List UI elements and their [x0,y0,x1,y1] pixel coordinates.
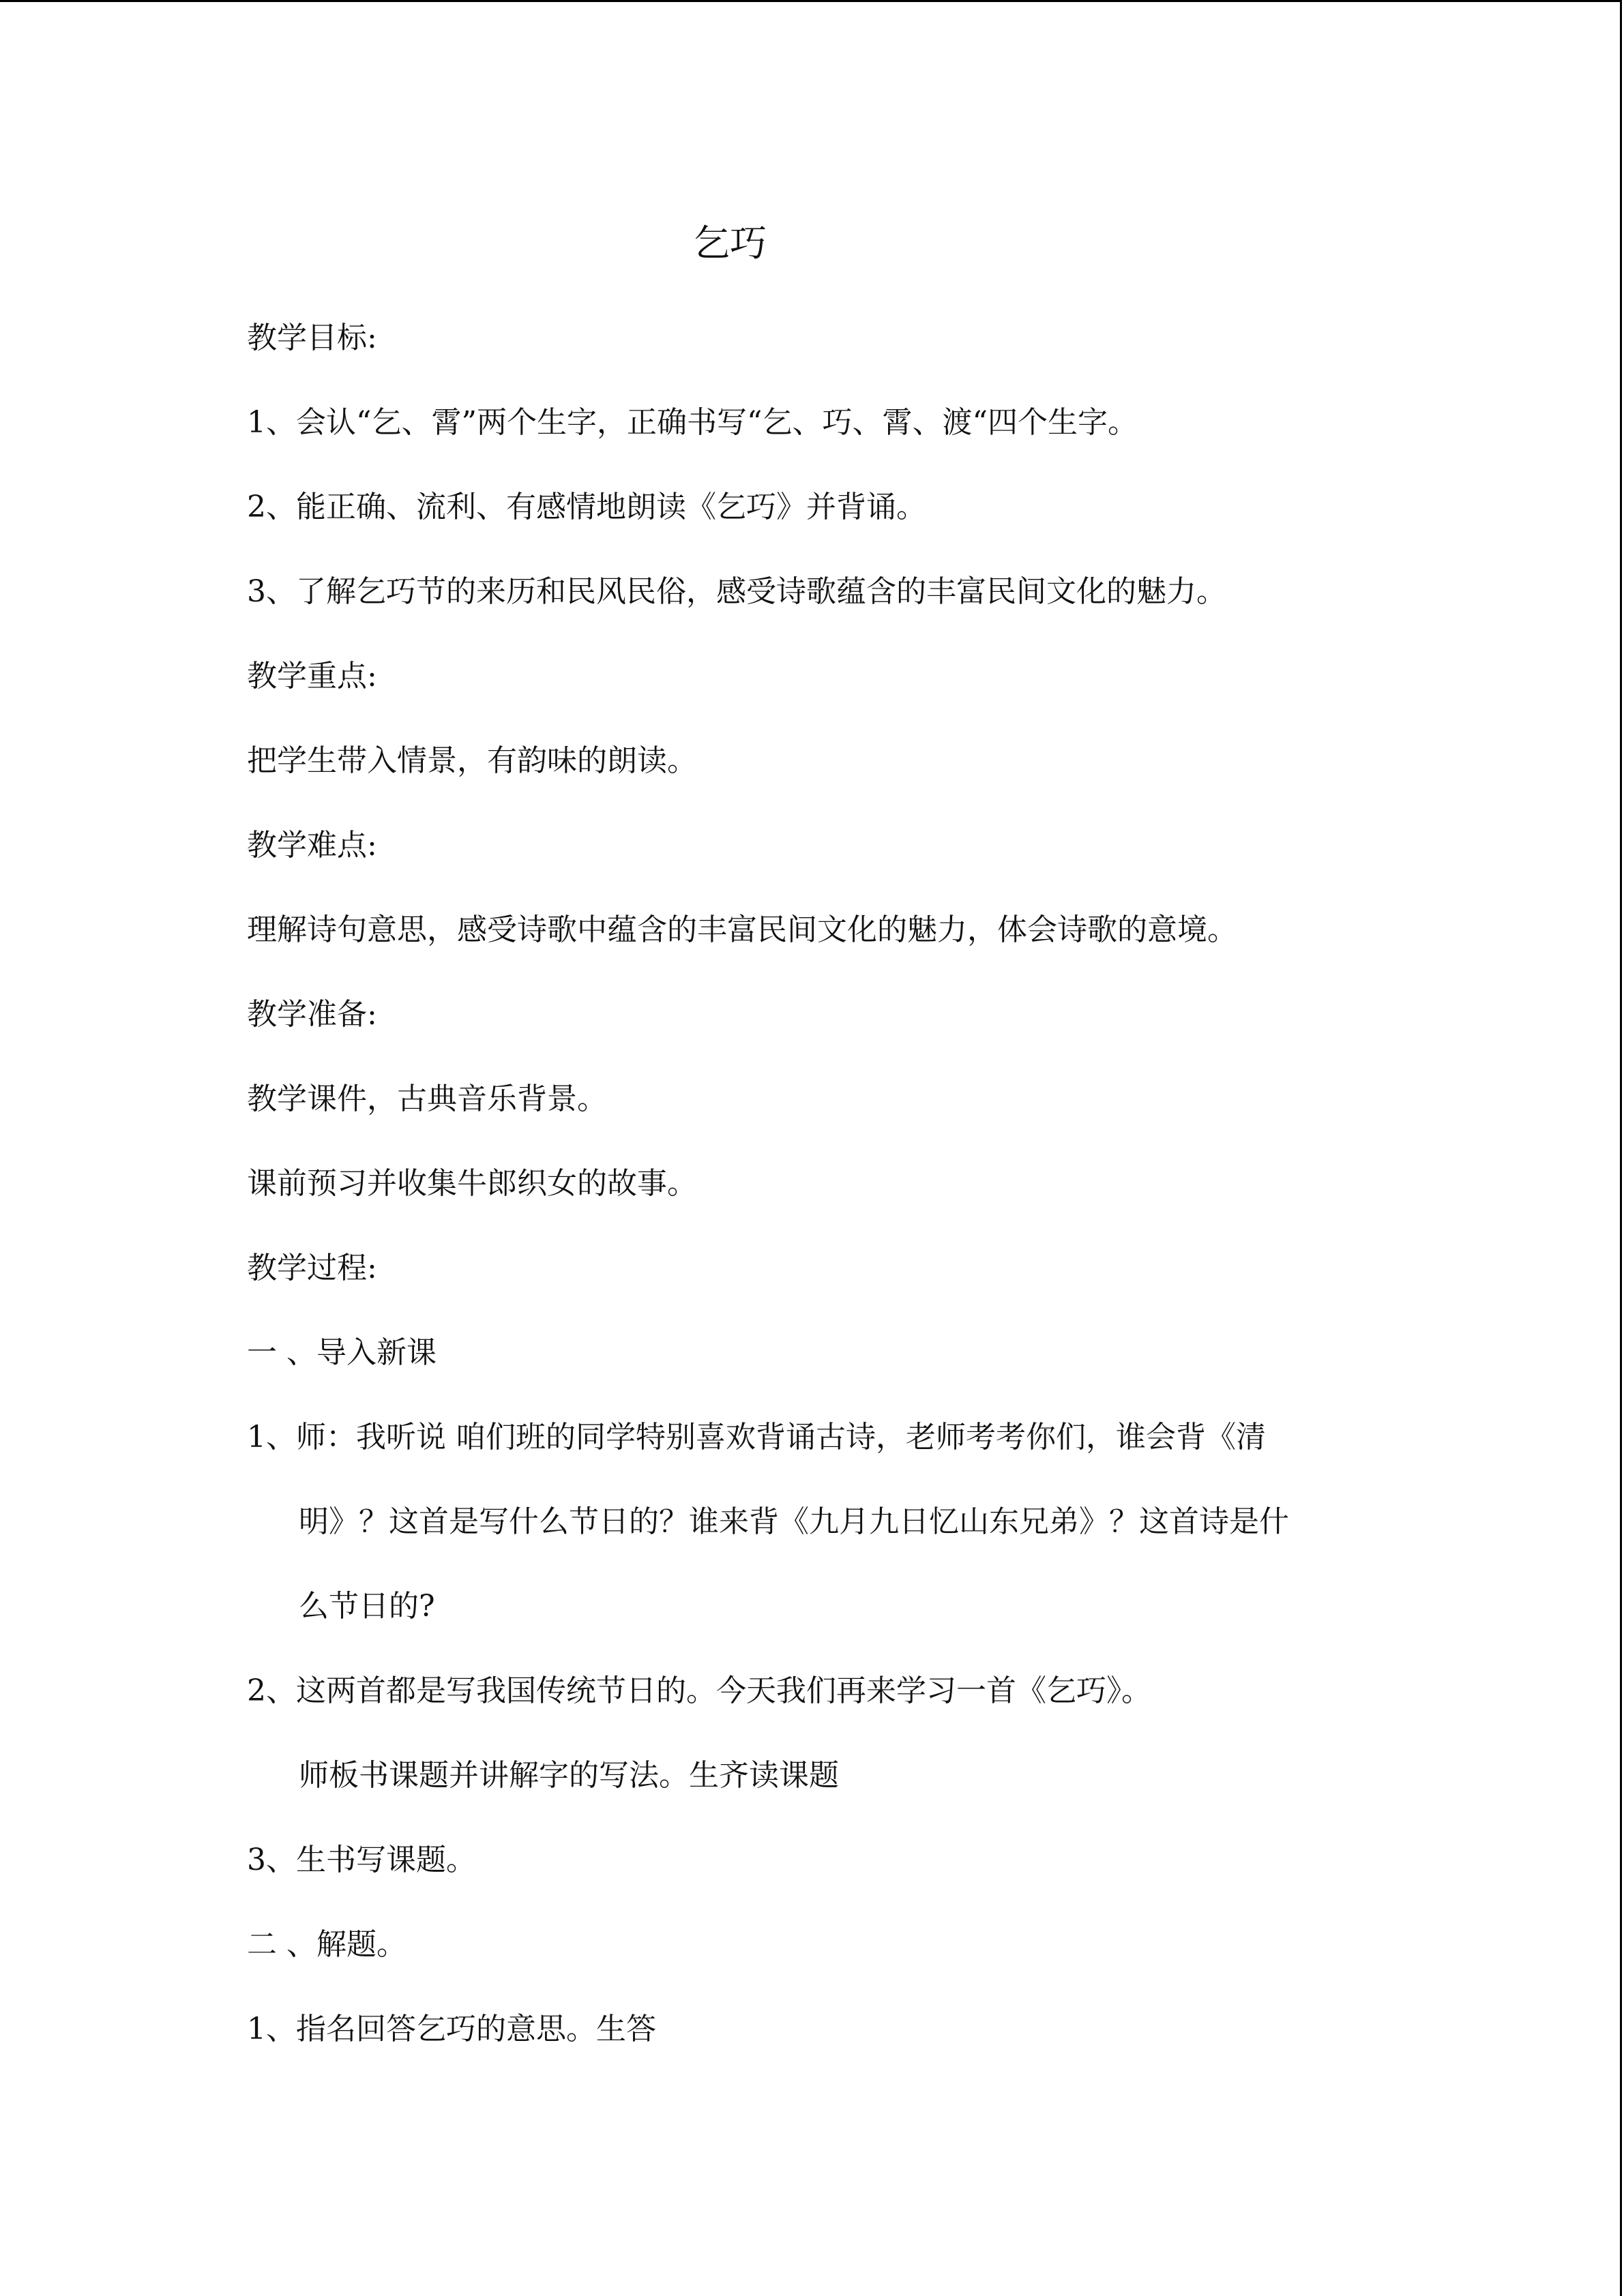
document-body [247,296,1393,2072]
section-2-item-1: 1、指名回答乞巧的意思。生答 [247,2012,656,2046]
section-1-heading: 一 、导入新课 [247,1335,437,1370]
preparation-item-2: 课前预习并收集牛郎织女的故事。 [247,1166,697,1201]
process-item-2-line-1: 2、这两首都是写我国传统节日的。今天我们再来学习一首《乞巧》。 [247,1673,1151,1708]
preparation-item-1: 教学课件，古典音乐背景。 [247,1082,607,1116]
heading-difficulties: 教学难点: [247,828,377,863]
heading-teaching-goals: 教学目标: [247,320,377,355]
heading-process: 教学过程: [247,1251,377,1285]
key-points-text: 把学生带入情景，有韵味的朗读。 [247,743,697,778]
goal-item-2: 2、能正确、流利、有感情地朗读《乞巧》并背诵。 [247,490,926,524]
document-title: 乞巧 [693,222,767,265]
process-item-1-line-3: 么节日的? [299,1589,435,1624]
process-item-1-line-2: 明》？这首是写什么节日的？谁来背《九月九日忆山东兄弟》？这首诗是什 [299,1504,1289,1539]
heading-key-points: 教学重点: [247,659,377,694]
goal-item-1: 1、会认“乞、霄”两个生字，正确书写“乞、巧、霄、渡“四个生字。 [247,405,1138,440]
goal-item-3: 3、了解乞巧节的来历和民风民俗，感受诗歌蕴含的丰富民间文化的魅力。 [247,574,1226,609]
process-item-3: 3、生书写课题。 [247,1843,476,1877]
section-2-heading: 二 、解题。 [247,1927,407,1962]
heading-preparation: 教学准备: [247,997,377,1032]
process-item-2-line-2: 师板书课题并讲解字的写法。生齐读课题 [299,1758,839,1793]
process-item-1-line-1: 1、师：我听说 咱们班的同学特别喜欢背诵古诗，老师考考你们，谁会背《清 [247,1420,1266,1455]
difficulties-text: 理解诗句意思，感受诗歌中蕴含的丰富民间文化的魅力，体会诗歌的意境。 [247,912,1237,947]
